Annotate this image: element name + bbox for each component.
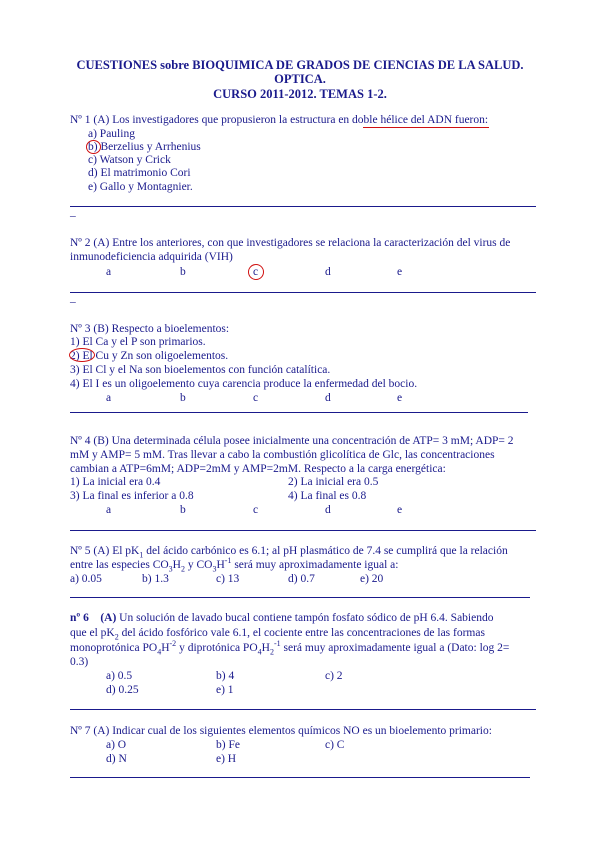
q5-subscript: 1 [139,550,144,560]
divider [70,777,530,778]
q6-subscript: 4 [257,647,262,657]
q6-text: monoprotónica PO [70,642,158,654]
q4-item-1: 1) La inicial era 0.4 [70,476,161,488]
q2-option-e: e [397,266,403,278]
header-subtitle: OPTICA. [274,72,326,86]
q3-item-3: 3) El Cl y el Na son bioelementos con función catalítica. [70,364,331,376]
question-4-stem-cont: cambian a ATP=6mM; ADP=2mM y AMP=2mM. Respecto a la carga energética: [70,463,446,475]
q5-text: entre las especies CO [70,559,169,571]
q5-text: H [216,559,225,571]
q6-text: será muy aproximadamente igual a (Dato: log 2= [283,642,510,654]
divider [70,709,536,710]
q5-text: Nº 5 (A) El pK [70,545,140,557]
q3-option-a: a [106,392,112,404]
question-5-stem-cont [70,556,399,574]
q3-item-1: 1) El Ca y el P son primarios. [70,336,206,348]
divider [70,412,528,413]
q6-option-d: d) 0.25 [106,684,139,696]
q2-option-d: d [325,266,331,278]
divider [70,292,536,293]
q6-text: del ácido fosfórico vale 6.1, el cociente entre las concentraciones de las formas [121,627,485,639]
q3-item-2: 2) El Cu y Zn son oligoelementos. [70,350,229,362]
q7-option-d: d) N [106,753,127,765]
q2-option-a: a [106,266,112,278]
q6-number: nº 6 [70,612,89,624]
q4-option-d: d [325,504,331,516]
q5-text: del ácido carbónico es 6.1; al pH plasmático de 7.4 se cumplirá que la relación [146,545,508,557]
q3-option-b: b [180,392,186,404]
q7-option-b: b) Fe [216,739,240,751]
q3-option-d: d [325,392,331,404]
header-course: CURSO 2011-2012. TEMAS 1-2. [213,87,387,101]
q5-subscript: 3 [212,564,217,574]
question-6-stem-cont [70,627,485,640]
divider [70,597,530,598]
answer-circle-mark [69,348,95,362]
question-7-stem: Nº 7 (A) Indicar cual de los siguientes elementos químicos NO es un bioelemento primario: [70,725,492,737]
q3-option-c: c [253,392,259,404]
q7-option-c: c) C [325,739,345,751]
question-2-stem: Nº 2 (A) Entre los anteriores, con que investigadores se relaciona la caracterización del virus de [70,237,511,249]
q5-text: y CO [187,559,213,571]
q5-option-c: c) 13 [216,573,240,585]
q1-option-e: e) Gallo y Montagnier. [88,181,193,193]
question-6-stem [70,612,493,625]
q6-subscript: 2 [114,632,119,642]
question-1-stem: Nº 1 (A) Los investigadores que propusieron la estructura en doble hélice del ADN fueron: [70,114,489,126]
q5-option-a: a) 0.05 [70,573,102,585]
divider-dash: – [70,296,76,308]
header-title: CUESTIONES sobre BIOQUIMICA DE GRADOS DE CIENCIAS DE LA SALUD. [76,58,524,72]
q6-text: Un solución de lavado bucal contiene tampón fosfato sódico de pH 6.4. Sabiendo [119,612,494,624]
q6-option-b: b) 4 [216,670,235,682]
underline-annotation [363,127,489,128]
q5-text: H [172,559,181,571]
question-6-stem-cont: 0.3) [70,656,89,668]
question-4-stem: Nº 4 (B) Una determinada célula posee inicialmente una concentración de ATP= 3 mM; ADP= 2 [70,435,514,447]
q7-option-e: e) H [216,753,237,765]
question-4-stem-cont: mM y AMP= 5 mM. Tras llevar a cabo la combustión glicolítica de Glc, las concentraciones [70,449,495,461]
divider [70,530,536,531]
q6-text: y diprotónica PO [179,642,258,654]
q7-option-a: a) O [106,739,127,751]
q4-item-3: 3) La final es inferior a 0.8 [70,490,194,502]
q6-text: H [261,642,270,654]
divider-dash: – [70,210,76,222]
question-3-stem: Nº 3 (B) Respecto a bioelementos: [70,323,230,335]
q4-item-2: 2) La inicial era 0.5 [288,476,379,488]
answer-circle-mark [86,140,101,154]
q1-option-a: a) Pauling [88,128,135,140]
q6-subscript: 2 [269,647,274,657]
q6-tag: (A) [100,612,117,624]
q6-option-c: c) 2 [325,670,343,682]
q3-option-e: e [397,392,403,404]
q5-option-b: b) 1.3 [142,573,169,585]
question-2-stem-cont: inmunodeficiencia adquirida (VIH) [70,251,233,263]
q4-option-a: a [106,504,112,516]
answer-circle-mark [248,264,264,280]
q6-text: que el pK [70,627,115,639]
q2-option-b: b [180,266,186,278]
q1-option-d: d) El matrimonio Cori [88,167,191,179]
question-6-stem-cont [70,639,510,657]
q5-subscript: 2 [180,564,185,574]
divider [70,206,536,207]
q4-option-c: c [253,504,259,516]
q6-subscript: 4 [157,647,162,657]
q3-item-4: 4) El I es un oligoelemento cuya carencia produce la enfermedad del bocio. [70,378,418,390]
q6-text: H [161,642,170,654]
q5-option-e: e) 20 [360,573,384,585]
q6-option-a: a) 0.5 [106,670,133,682]
q1-option-b: b) Berzelius y Arrhenius [88,141,201,153]
q1-option-c: c) Watson y Crick [88,154,171,166]
q6-superscript: -2 [169,639,177,649]
q2-option-c: c [253,266,259,278]
q6-option-e: e) 1 [216,684,234,696]
q4-option-e: e [397,504,403,516]
q4-item-4: 4) La final es 0.8 [288,490,367,502]
q5-option-d: d) 0.7 [288,573,315,585]
q5-text: será muy aproximadamente igual a: [234,559,399,571]
q5-subscript: 3 [168,564,173,574]
q6-superscript: -1 [273,639,281,649]
question-5-stem [70,545,508,558]
q4-option-b: b [180,504,186,516]
q5-superscript: -1 [224,556,232,566]
